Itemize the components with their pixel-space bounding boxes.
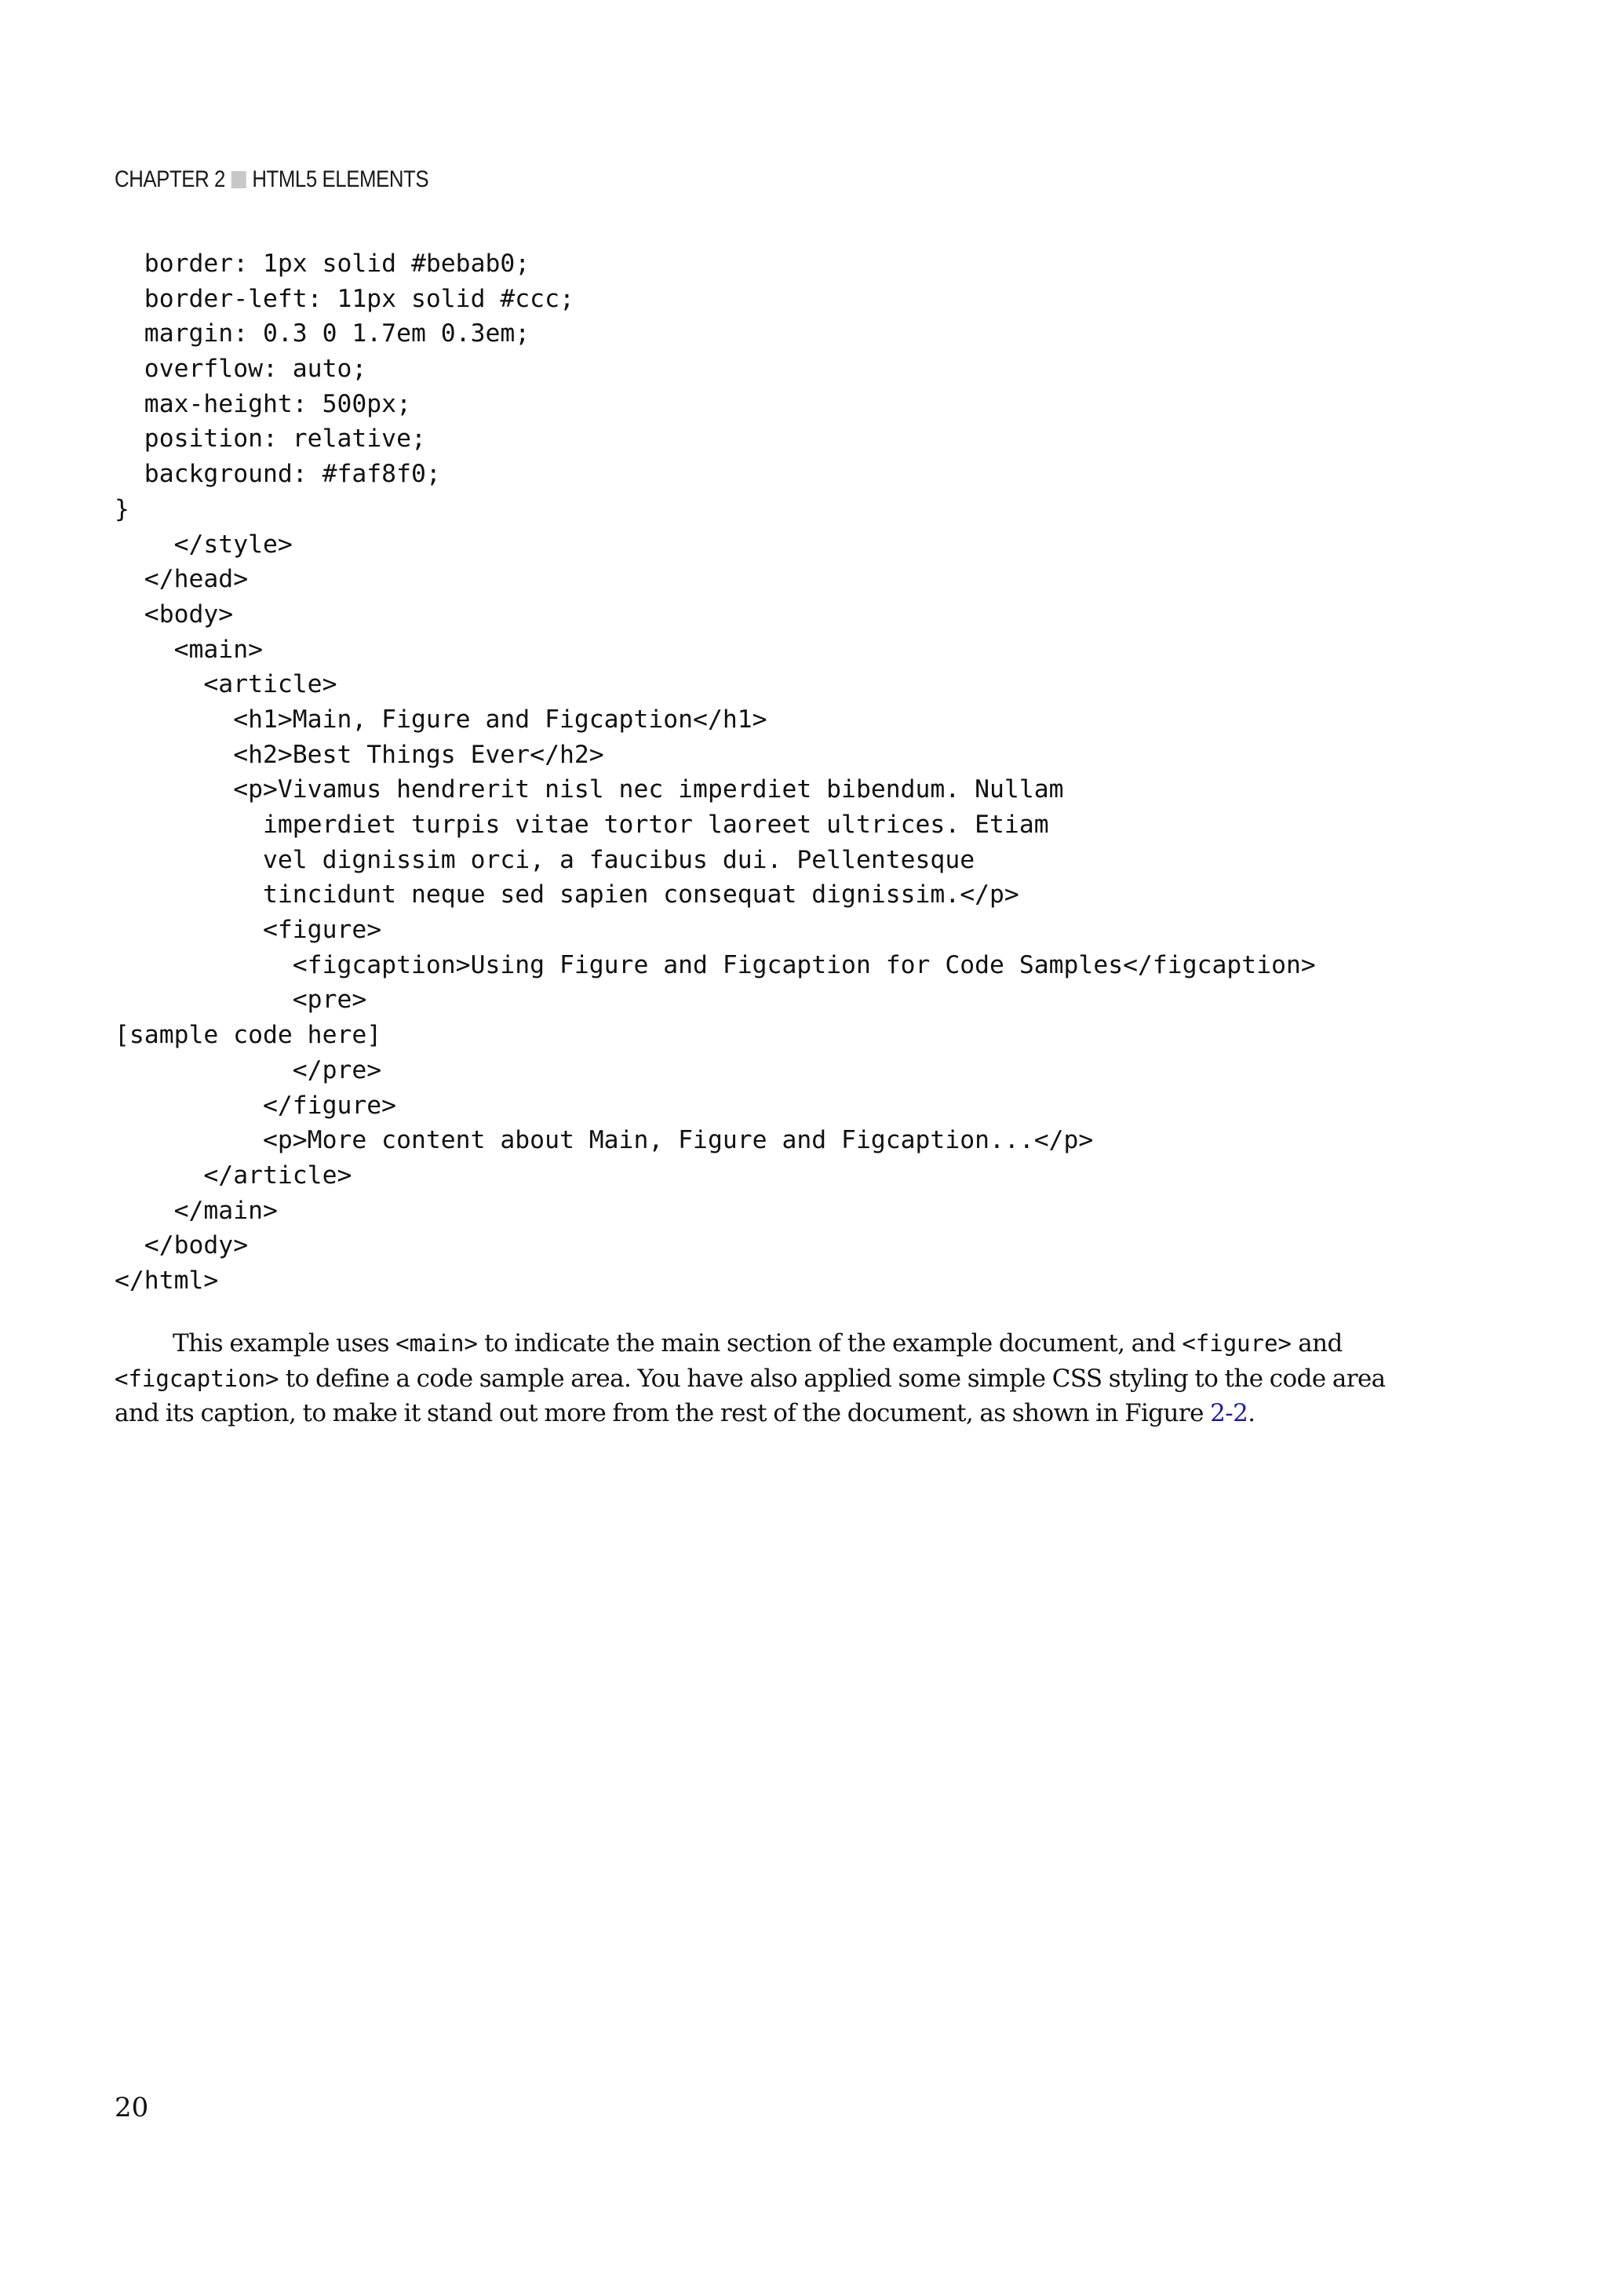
paragraph-text: to define a code sample area. You have also applied some simple CSS styling to the code area and its caption, to make it stand out more from the rest of the document, as shown in Figure — [115, 1364, 1386, 1428]
page-number: 20 — [115, 2092, 149, 2123]
inline-code-figure: <figure> — [1182, 1330, 1292, 1357]
code-listing — [115, 246, 1316, 1299]
code-line: <figcaption>Using Figure and Figcaption for Code Samples</figcaption> — [115, 950, 1316, 979]
code-line: </article> — [115, 1161, 352, 1190]
code-line: <article> — [115, 670, 337, 699]
body-paragraph — [115, 1326, 1425, 1431]
code-line: border: 1px solid #bebab0; — [115, 250, 530, 278]
code-line: imperdiet turpis vitae tortor laoreet ultrices. Etiam — [115, 811, 1049, 839]
section-label: HTML5 ELEMENTS — [252, 166, 429, 192]
code-line: </body> — [115, 1231, 249, 1260]
code-line: </style> — [115, 530, 293, 559]
running-head — [115, 166, 428, 193]
code-line: <figure> — [115, 916, 382, 945]
header-separator-square-icon — [231, 171, 246, 188]
code-line: </head> — [115, 565, 249, 594]
code-line: <pre> — [115, 986, 367, 1015]
inline-code-figcaption: <figcaption> — [115, 1365, 279, 1392]
code-line: overflow: auto; — [115, 355, 367, 384]
code-line: [sample code here] — [115, 1021, 382, 1050]
code-line: margin: 0.3 0 1.7em 0.3em; — [115, 319, 530, 348]
code-line: background: #faf8f0; — [115, 460, 441, 489]
code-line: <h2>Best Things Ever</h2> — [115, 740, 604, 769]
paragraph-text: and — [1292, 1329, 1343, 1358]
chapter-label: CHAPTER 2 — [115, 166, 225, 192]
code-line: </main> — [115, 1196, 278, 1225]
code-line: position: relative; — [115, 425, 426, 454]
code-line: <body> — [115, 600, 234, 629]
paragraph-text: . — [1248, 1399, 1255, 1428]
code-line: </pre> — [115, 1055, 382, 1084]
code-line: } — [115, 494, 129, 523]
paragraph-text: This example uses — [173, 1329, 396, 1358]
code-line: <p>Vivamus hendrerit nisl nec imperdiet bibendum. Nullam — [115, 775, 1064, 804]
code-line: <h1>Main, Figure and Figcaption</h1> — [115, 705, 767, 734]
code-line: max-height: 500px; — [115, 389, 411, 418]
code-line: </figure> — [115, 1091, 397, 1120]
paragraph-text: to indicate the main section of the example document, and — [477, 1329, 1182, 1358]
code-line: <p>More content about Main, Figure and Figcaption...</p> — [115, 1126, 1094, 1155]
code-line: border-left: 11px solid #ccc; — [115, 284, 574, 313]
code-line: </html> — [115, 1266, 219, 1295]
figure-reference-link[interactable]: 2-2 — [1210, 1399, 1248, 1428]
code-line: tincidunt neque sed sapien consequat dignissim.</p> — [115, 880, 1019, 909]
inline-code-main: <main> — [395, 1330, 478, 1357]
code-line: vel dignissim orci, a faucibus dui. Pellentesque — [115, 845, 975, 874]
code-line: <main> — [115, 635, 263, 664]
